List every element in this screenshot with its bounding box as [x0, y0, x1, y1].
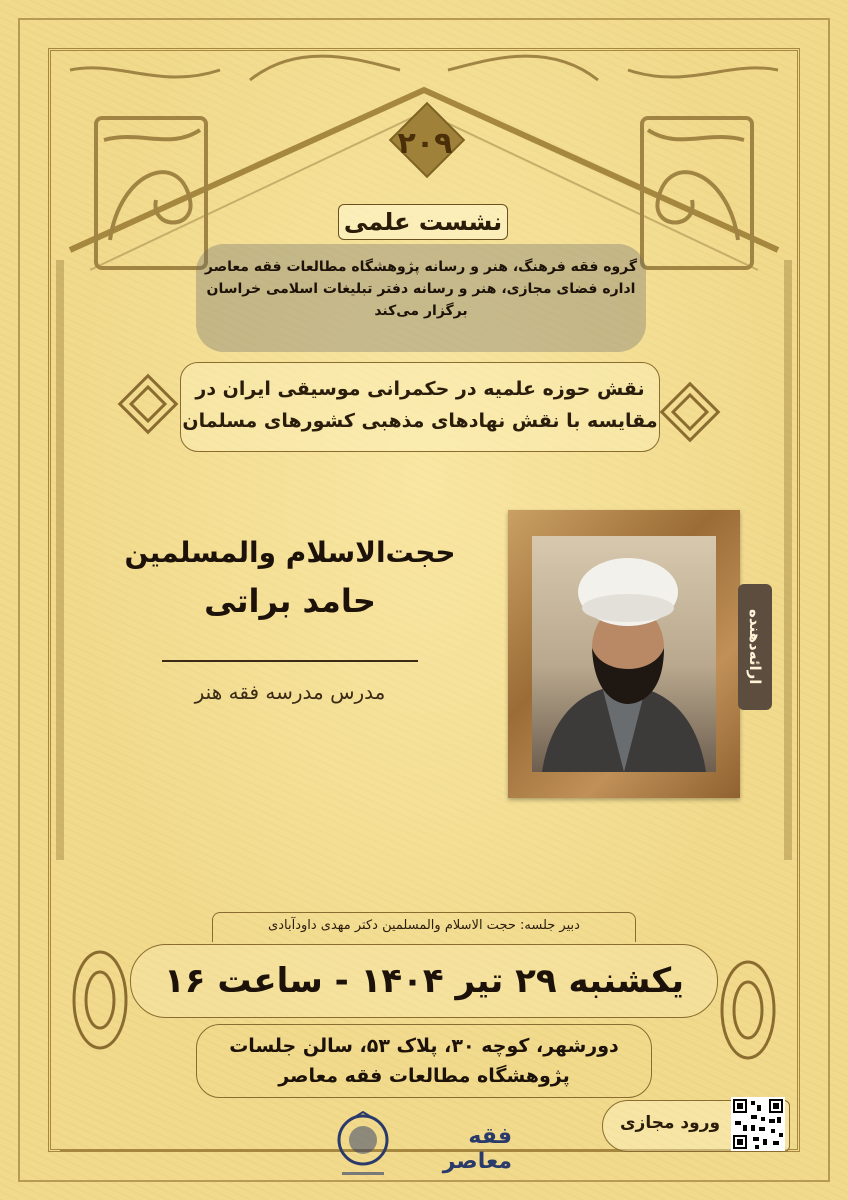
virtual-entry-label: ورود مجازی [619, 1113, 721, 1133]
speaker-name: حامد براتی [204, 582, 376, 620]
fegh-moaser-logo [402, 1124, 512, 1174]
organizer-line-2: اداره فضای مجازی، هنر و رسانه دفتر تبلیغات اسلامی خراسان [206, 281, 636, 297]
qr-code-icon[interactable] [731, 1097, 785, 1151]
logo-text: فقه معاصر [442, 1124, 512, 1174]
topic-box [180, 362, 660, 452]
speaker-divider [162, 660, 418, 662]
organizer-box [196, 244, 646, 352]
speaker-photo-frame [508, 510, 740, 798]
organizer-line-3: برگزار می‌کند [374, 303, 468, 319]
seal-logo-icon [332, 1110, 394, 1186]
location-line-2: پژوهشگاه مطالعات فقه معاصر [278, 1065, 570, 1087]
event-datetime: یکشنبه ۲۹ تیر ۱۴۰۴ - ساعت ۱۶ [130, 944, 718, 1018]
event-location [196, 1024, 652, 1098]
topic-line-2: مقایسه با نقش نهادهای مذهبی کشورهای مسلمان [182, 410, 658, 432]
session-secretary: دبیر جلسه: حجت الاسلام والمسلمین دکتر مهدی داودآبادی [212, 912, 636, 942]
event-number-badge [390, 118, 460, 168]
speaker-photo [532, 536, 716, 772]
presenter-label: ارائه‌دهنده [746, 609, 764, 685]
virtual-entry[interactable] [602, 1100, 790, 1152]
speaker-role: مدرس مدرسه فقه هنر [194, 680, 386, 704]
organizer-line-1: گروه فقه فرهنگ، هنر و رسانه پژوهشگاه مطالعات فقه معاصر [204, 259, 638, 275]
event-number: ۲۰۹ [397, 125, 453, 161]
speaker-honorific: حجت‌الاسلام والمسلمین [124, 536, 456, 569]
session-type-title: نشست علمی [338, 204, 508, 240]
presenter-tab [738, 584, 772, 710]
topic-line-1: نقش حوزه علمیه در حکمرانی موسیقی ایران در [195, 378, 645, 400]
location-line-1: دورشهر، کوچه ۳۰، پلاک ۵۳، سالن جلسات [229, 1035, 619, 1057]
